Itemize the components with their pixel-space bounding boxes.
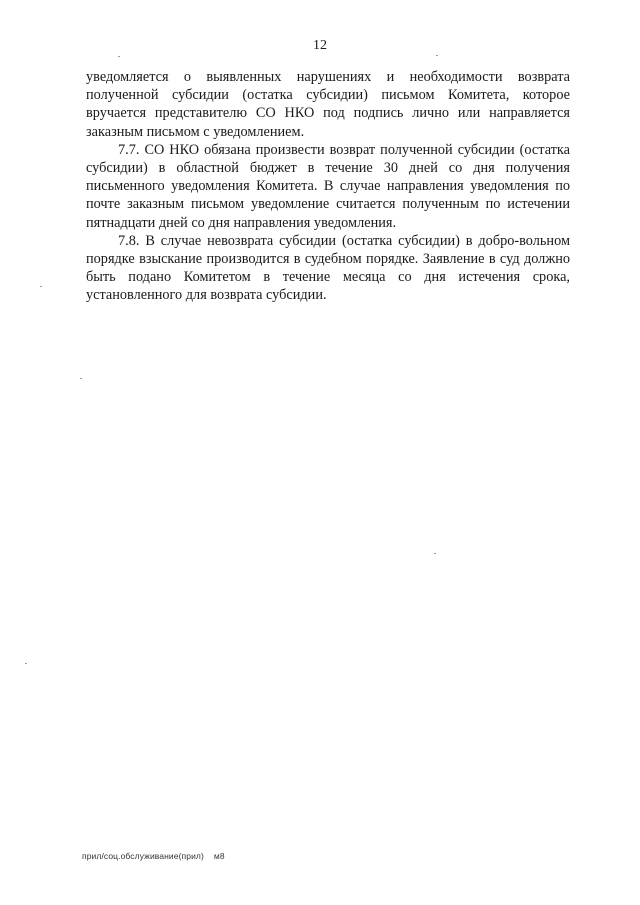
document-body — [86, 68, 570, 305]
footer-path: прил/соц.обслуживание(прил) — [82, 851, 204, 861]
paragraph-7-8: 7.8. В случае невозврата субсидии (остатка субсидии) в добро-вольном порядке взыскание производится в судебном порядке. Заявление в суд должно быть подано Комитетом в течение месяца со дня истечения срока, установленного для возврата субсидии. — [86, 232, 570, 304]
scan-speck — [118, 56, 120, 57]
paragraph-7-7: 7.7. СО НКО обязана произвести возврат полученной субсидии (остатка субсидии) в областной бюджет в течение 30 дней со дня получения письменного уведомления Комитета. В случае направления уведомления по почте заказным письмом уведомление считается полученным по истечении пятнадцати дней со дня направления уведомления. — [86, 141, 570, 231]
footer-code: м8 — [213, 851, 225, 861]
footer-reference — [82, 851, 225, 861]
paragraph-continuation: уведомляется о выявленных нарушениях и необходимости возврата полученной субсидии (остатка субсидии) письмом Комитета, которое вручается представителю СО НКО под подпись лично или направляется заказным письмом с уведомлением. — [86, 69, 570, 140]
scan-speck — [25, 663, 27, 664]
scan-speck — [40, 286, 42, 287]
scan-speck — [434, 553, 436, 554]
scan-speck — [80, 378, 82, 379]
page-number: 12 — [313, 38, 327, 53]
scan-speck — [436, 55, 438, 56]
